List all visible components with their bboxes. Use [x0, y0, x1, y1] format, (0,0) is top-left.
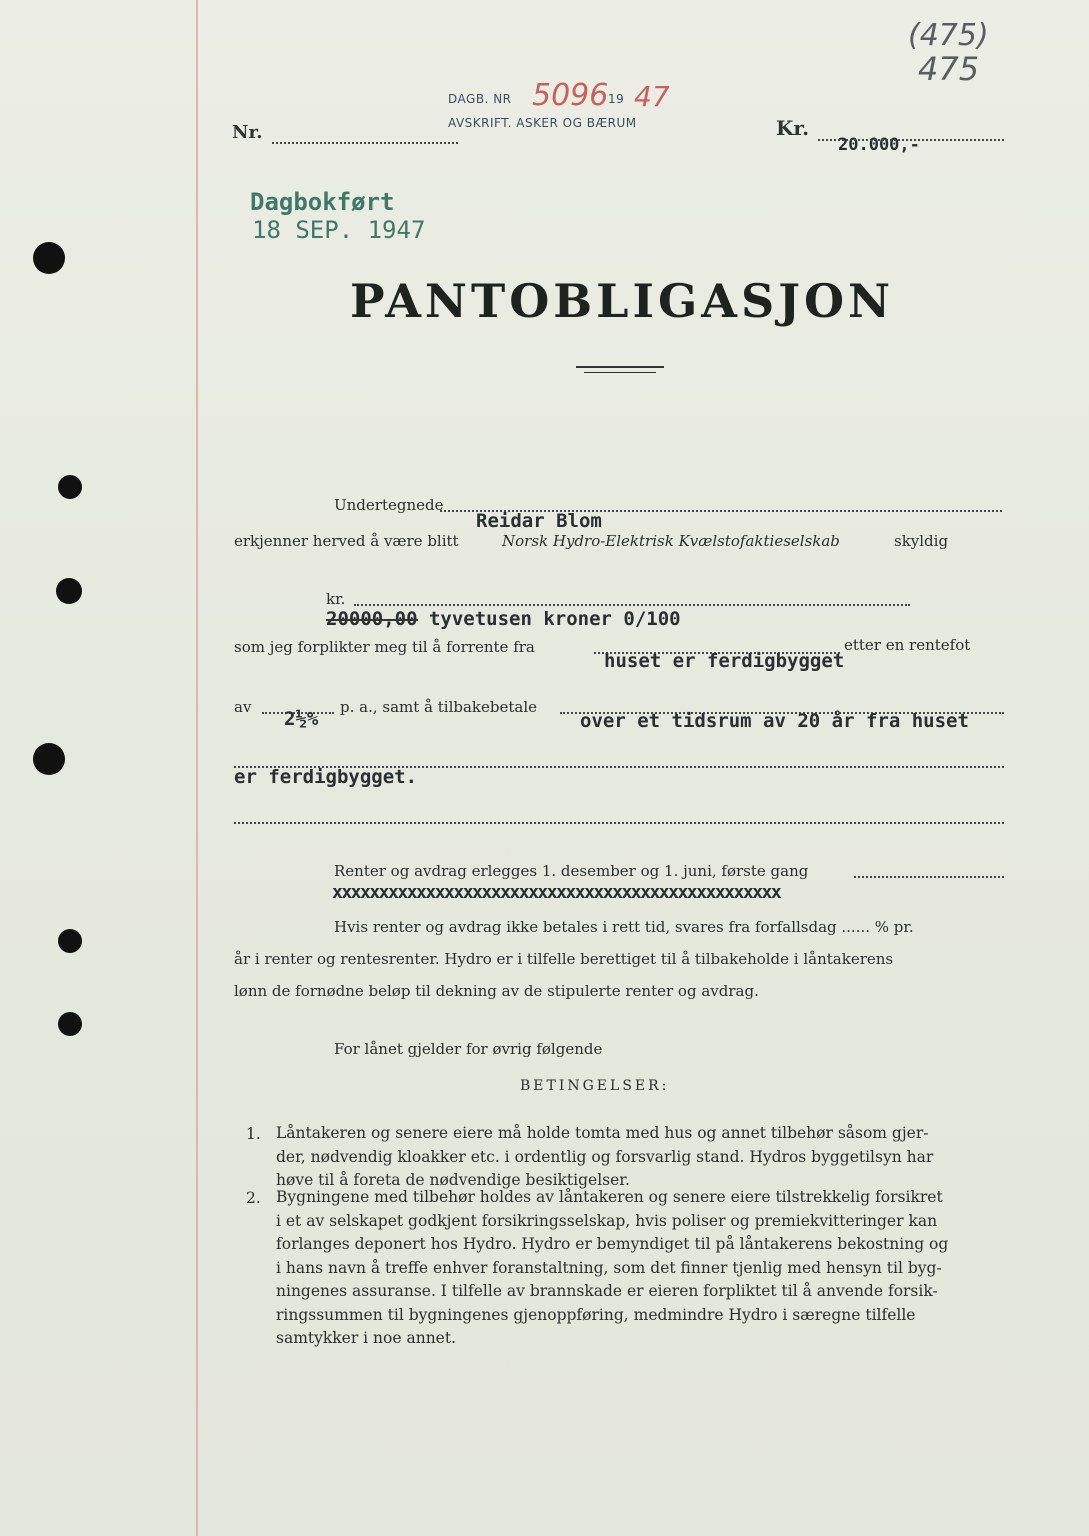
rate-suffix: p. a., samt å tilbakebetale	[340, 698, 538, 716]
condition-2	[276, 1186, 1016, 1351]
default-interest-line2: år i renter og rentesrenter. Hydro er i tilfelle berettiget til å tilbakeholde i låntakerens	[234, 950, 894, 968]
condition-line: forlanges deponert hos Hydro. Hydro er bemyndiget til på låntakerens bekostning og	[276, 1235, 949, 1253]
document-title: PANTOBLIGASJON	[350, 274, 895, 328]
kr-amount-field-line	[354, 604, 910, 606]
nr-field-line	[272, 142, 458, 144]
dagb-number: 5096	[532, 78, 609, 113]
interest-suffix: etter en rentefot	[844, 636, 971, 654]
dagb-label: DAGB. NR	[448, 92, 512, 106]
acknowledgement-suffix: skyldig	[894, 532, 949, 550]
condition-line: høve til å foreta de nødvendige besiktigelser.	[276, 1171, 630, 1189]
av-label: av	[234, 698, 252, 716]
repay-terms-line2: er ferdigbygget.	[234, 766, 418, 788]
default-interest-line1: Hvis renter og avdrag ikke betales i rett tid, svares fra forfallsdag ...... % pr.	[334, 918, 914, 936]
acknowledgement-prefix: erkjenner herved å være blitt	[234, 532, 459, 550]
registration-stamp-date: 18 SEP. 1947	[252, 216, 426, 244]
corner-page-number: 475	[918, 50, 980, 88]
office-line: AVSKRIFT. ASKER OG BÆRUM	[448, 116, 637, 130]
condition-line: Låntakeren og senere eiere må holde tomta med hus og annet tilbehør såsom gjer-	[276, 1124, 929, 1142]
dagb-year-prefix: 19	[608, 92, 625, 106]
conditions-heading: BETINGELSER:	[520, 1078, 670, 1094]
undertegnede-label: Undertegnede	[334, 496, 444, 514]
dagb-year-suffix: 47	[634, 80, 670, 113]
blank-field-line	[234, 822, 1004, 824]
title-rule	[584, 372, 656, 373]
condition-line: i hans navn å treffe enhver foranstaltning, som det finner tjenlig med hensyn til byg-	[276, 1258, 942, 1277]
repay-terms-line1: over et tidsrum av 20 år fra huset	[580, 710, 969, 732]
for-lanet-line: For lånet gjelder for øvrig følgende	[334, 1040, 603, 1058]
condition-line: samtykker i noe annet.	[276, 1329, 457, 1347]
punch-hole	[58, 1012, 82, 1036]
default-interest-line3: lønn de fornødne beløp til dekning av de stipulerte renter og avdrag.	[234, 982, 759, 1000]
borrower-name: Reidar Blom	[476, 510, 602, 532]
nr-label: Nr.	[232, 122, 263, 143]
payment-schedule: Renter og avdrag erlegges 1. desember og 1. juni, første gang	[334, 862, 809, 880]
interest-line: som jeg forplikter meg til å forrente fra	[234, 638, 535, 656]
interest-from-value: huset er ferdigbygget	[604, 650, 845, 672]
registration-stamp-label: Dagbokført	[250, 188, 395, 216]
strike-through	[326, 619, 418, 621]
rate-value: 2½%	[284, 708, 319, 730]
condition-line: ringssummen til bygningenes gjenoppføring, medmindre Hydro i særegne tilfelle	[276, 1305, 916, 1324]
kr-field-line	[818, 139, 1004, 141]
kr-label: Kr.	[776, 116, 810, 140]
corner-note: (475)	[908, 18, 989, 53]
amount-value: 20.000,-	[838, 135, 920, 155]
condition-line: i et av selskapet godkjent forsikringsselskap, hvis poliser og premiekvitteringer kan	[276, 1211, 938, 1230]
punch-hole	[58, 929, 82, 953]
condition-number: 2.	[246, 1189, 261, 1207]
punch-hole	[58, 475, 82, 499]
title-rule	[576, 366, 664, 368]
payment-field-line	[854, 876, 1004, 878]
punch-hole	[56, 578, 82, 604]
amount-in-words: 20000,00 tyvetusen kroner 0/100	[326, 608, 681, 630]
kr-prefix: kr.	[326, 590, 346, 608]
condition-line: ningenes assuranse. I tilfelle av brannskade er eieren forpliktet til å anvende forsik-	[276, 1282, 938, 1300]
punch-hole	[33, 743, 65, 775]
lender-name: Norsk Hydro-Elektrisk Kvælstofaktieselskab	[502, 532, 840, 550]
condition-1	[276, 1122, 1016, 1193]
punch-hole	[33, 242, 65, 274]
condition-line: Bygningene med tilbehør holdes av låntakeren og senere eiere tilstrekkelig forsikret	[276, 1188, 943, 1206]
condition-line: der, nødvendig kloakker etc. i ordentlig og forsvarlig stand. Hydros byggetilsyn har	[276, 1147, 934, 1166]
crossed-out-line: xxxxxxxxxxxxxxxxxxxxxxxxxxxxxxxxxxxxxxxxxxxxxxxx	[332, 882, 781, 903]
condition-number: 1.	[246, 1125, 261, 1143]
margin-rule	[196, 0, 198, 1536]
